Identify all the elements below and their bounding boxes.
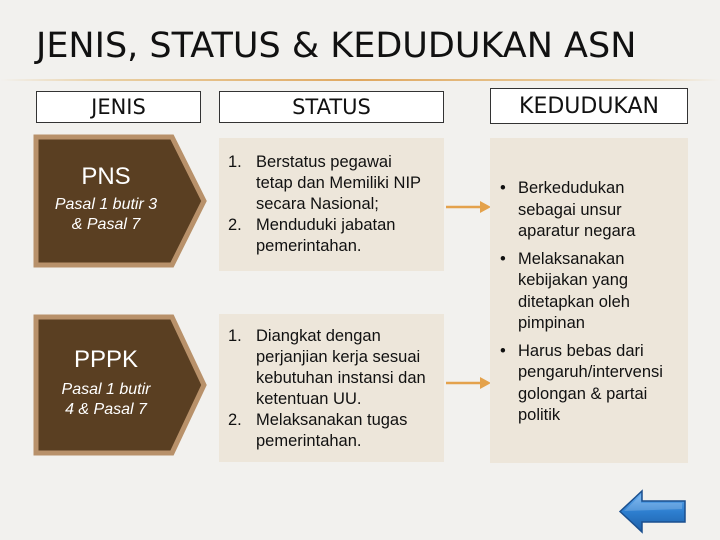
- status-pppk-item-1: 1. Diangkat dengan perjanjian kerja sesuai kebutuhan instansi dan ketentuan UU.: [228, 327, 426, 408]
- status-pns-item-2: 2. Menduduki jabatan pemerintahan.: [228, 216, 396, 255]
- pns-sub-line1: Pasal 1 butir 3: [54, 196, 158, 213]
- pppk-title: PPPK: [73, 346, 139, 373]
- title-divider: [0, 79, 720, 81]
- status-pppk-item-2: 2. Melaksanakan tugas pemerintahan.: [228, 411, 408, 450]
- page-title: JENIS, STATUS & KEDUDUKAN ASN: [36, 26, 637, 66]
- kedudukan-item-2: • Melaksanakan kebijakan yang ditetapkan oleh pimpinan: [500, 249, 630, 332]
- left-arrow-icon[interactable]: [618, 489, 688, 534]
- pns-text: [36, 163, 176, 235]
- status-pns-item-1: 1. Berstatus pegawai tetap dan Memiliki NIP secara Nasional;: [228, 153, 422, 213]
- connector-arrow-pns: [446, 199, 492, 215]
- header-kedudukan: KEDUDUKAN: [490, 88, 688, 124]
- pppk-sub-line2: 4 & Pasal 7: [65, 401, 147, 418]
- header-status: STATUS: [219, 91, 444, 123]
- pppk-sub-line1: Pasal 1 butir: [61, 381, 151, 398]
- pppk-text: [36, 346, 176, 420]
- header-jenis: JENIS: [36, 91, 201, 123]
- kedudukan-item-3: • Harus bebas dari pengaruh/intervensi golongan & partai politik: [500, 341, 663, 424]
- connector-arrow-pppk: [446, 375, 492, 391]
- kedudukan-item-1: • Berkedudukan sebagai unsur aparatur negara: [500, 179, 636, 240]
- pns-sub-line2: & Pasal 7: [71, 216, 141, 233]
- status-box-pns: [219, 138, 444, 271]
- status-box-pppk: [219, 314, 444, 462]
- kedudukan-box: [490, 138, 688, 463]
- pns-title: PNS: [81, 163, 131, 190]
